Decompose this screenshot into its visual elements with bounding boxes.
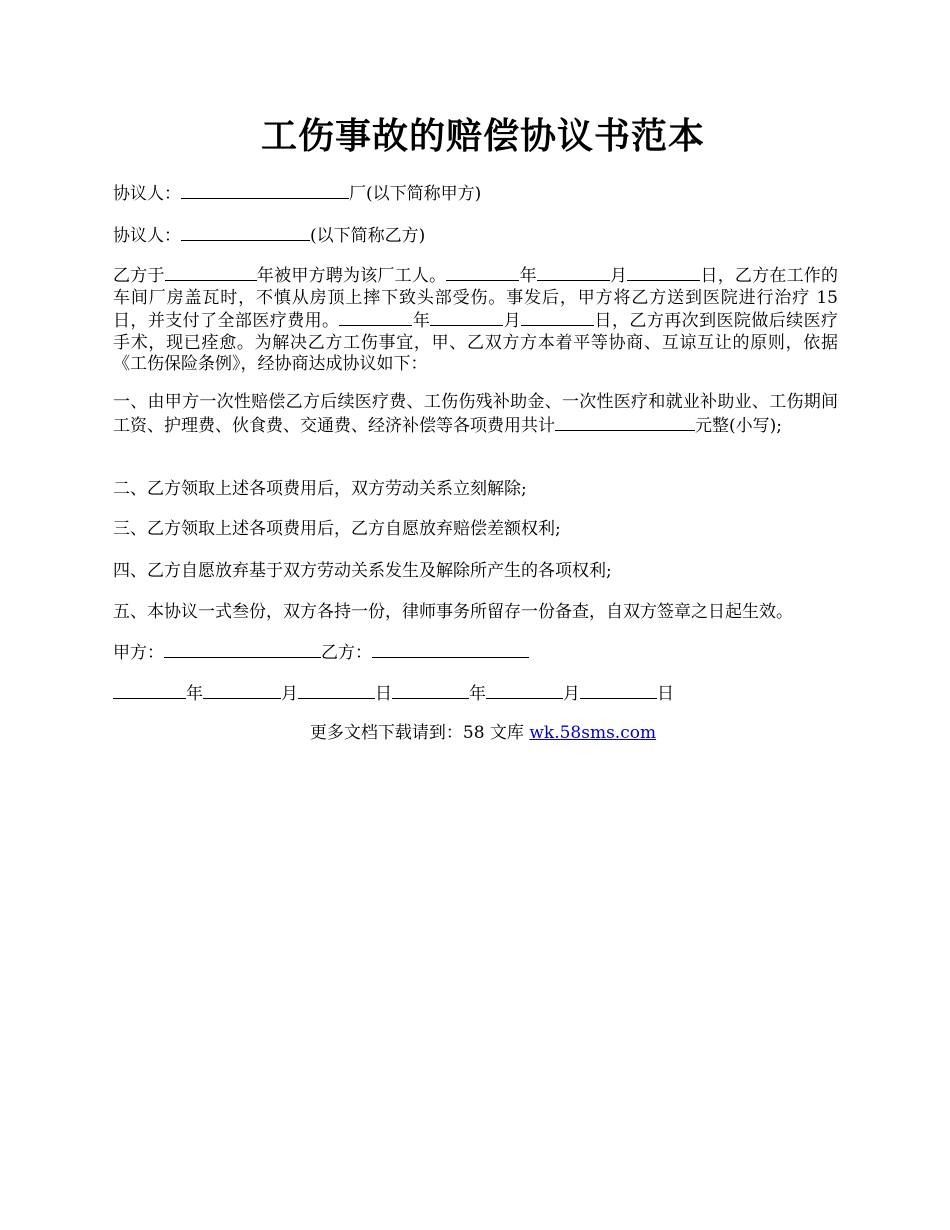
month-label: 月: [281, 684, 298, 704]
surgery-year-blank: [339, 309, 412, 326]
signature-line: [113, 641, 853, 664]
intro-text: 日，乙方在工作的车间厂房盖瓦时，不慎从房顶上摔下致头部受伤。事发后，甲方将乙方送到医院进行治疗 15 日，并支付了全部医疗费用。: [113, 266, 839, 331]
party-b-month-blank: [486, 682, 563, 699]
party-a-name-blank: [181, 182, 349, 199]
party-b-day-blank: [580, 682, 657, 699]
hire-year-blank: [165, 264, 257, 281]
year-label: 年: [469, 684, 486, 704]
footer-link[interactable]: wk.58sms.com: [529, 723, 657, 743]
clause-1-suffix: 元整(小写);: [695, 415, 782, 436]
intro-text: 日，乙方再次到医院做后续医疗手术，现已痊愈。为解决乙方工伤事宜，甲、乙双方方本着平等协商、互谅互让的原则，依据《工伤保险条例》，经协商达成协议如下：: [113, 311, 839, 374]
footer: [113, 722, 853, 744]
injury-month-blank: [537, 264, 610, 281]
party-b-year-blank: [392, 682, 469, 699]
clause-5: 五、本协议一式叁份，双方各持一份，律师事务所留存一份备查，自双方签章之日起生效。: [113, 602, 793, 622]
injury-year-blank: [446, 264, 519, 281]
surgery-month-blank: [430, 309, 503, 326]
date-line: [113, 682, 853, 705]
month-label: 月: [563, 684, 580, 704]
clause-2: 二、乙方领取上述各项费用后，双方劳动关系立刻解除;: [113, 479, 527, 499]
year-label: 年: [186, 684, 203, 704]
party-a-suffix: 厂(以下简称甲方): [349, 184, 482, 204]
compensation-amount-blank: [555, 414, 695, 431]
party-b-signature-blank: [372, 641, 529, 658]
clause-1: [113, 392, 838, 437]
party-b-label: 协议人：: [113, 226, 181, 246]
party-a-month-blank: [203, 682, 281, 699]
clause-3: 三、乙方领取上述各项费用后，乙方自愿放弃赔偿差额权利;: [113, 519, 561, 539]
party-a-label: 协议人：: [113, 184, 181, 204]
intro-text: 年: [412, 311, 431, 331]
party-a-signature-label: 甲方：: [113, 643, 164, 663]
clause-1-text: 一、由甲方一次性赔偿乙方后续医疗费、工伤伤残补助金、一次性医疗和就业补助业、工伤期间工资、护理费、伙食费、交通费、经济补偿等各项费用共计: [113, 392, 838, 436]
intro-text: 年: [519, 266, 537, 286]
party-a-line: [113, 182, 853, 205]
surgery-day-blank: [521, 309, 594, 326]
party-b-line: [113, 224, 853, 247]
party-a-day-blank: [298, 682, 375, 699]
party-b-signature-label: 乙方：: [321, 643, 372, 663]
party-a-year-blank: [113, 682, 186, 699]
intro-text: 乙方于: [113, 266, 165, 286]
clause-4: 四、乙方自愿放弃基于双方劳动关系发生及解除所产生的各项权利;: [113, 561, 612, 581]
intro-text: 月: [503, 311, 522, 331]
injury-day-blank: [627, 264, 700, 281]
intro-paragraph: [113, 264, 838, 376]
intro-text: 月: [609, 266, 628, 286]
intro-text: 年被甲方聘为该厂工人。: [256, 266, 447, 286]
party-b-suffix: (以下简称乙方): [310, 226, 426, 246]
party-a-signature-blank: [164, 641, 321, 658]
day-label: 日: [657, 684, 674, 704]
party-b-name-blank: [181, 224, 310, 241]
page-title: 工伤事故的赔偿协议书范本: [260, 115, 705, 157]
footer-text: 更多文档下载请到：58 文库: [309, 723, 530, 743]
day-label: 日: [375, 684, 392, 704]
